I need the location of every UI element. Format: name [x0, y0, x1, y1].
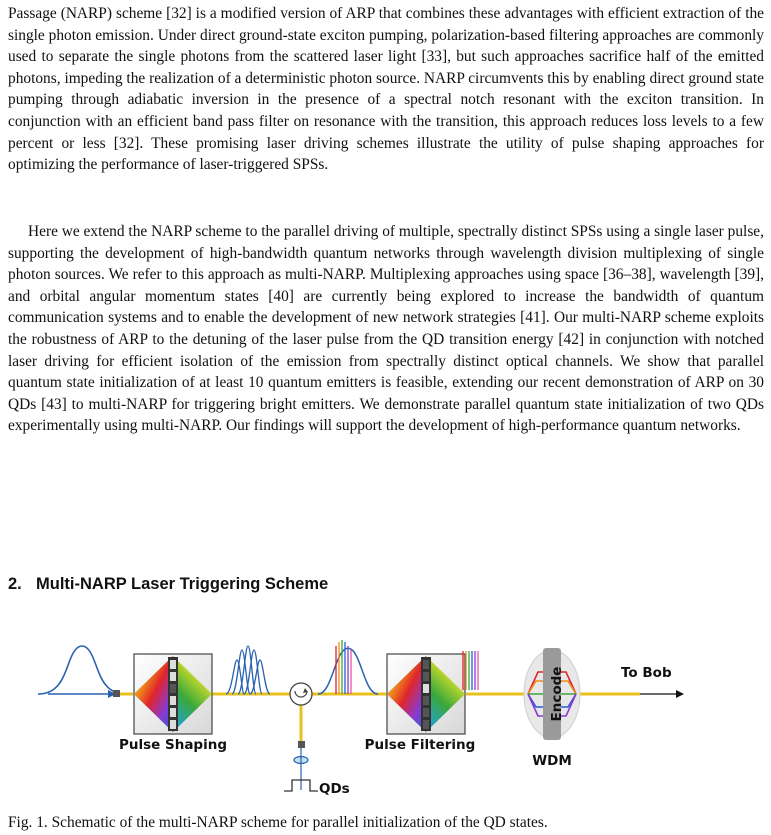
encode-label: Encode — [549, 666, 565, 722]
wdm-label: WDM — [532, 753, 572, 769]
fiber-connector-input — [113, 690, 120, 697]
qds-label: QDs — [319, 781, 350, 797]
pulse-filtering-cube — [387, 654, 465, 734]
paragraph-1-text: Passage (NARP) scheme [32] is a modified version of ARP that combines these advantages with efficient extraction of the single photon emission. Under direct ground-state exciton pumping, polarization-based filtering approaches are commonly used to separate the single photons from the scattered laser light [33], but such approaches sacrifice half of the emitted photons, impeding the realization of a deterministic photon source. NARP circumvents this by enabling direct ground state pumping through adiabatic inversion in the presence of a spectral notch resonant with the exciton transition. In conjunction with an efficient band pass filter on resonance with the transition, this approach reduces loss levels to a few percent or less [32]. These promising laser driving schemes illustrate the utility of pulse shaping approaches for optimizing the performance of laser-triggered SPSs. — [8, 5, 764, 174]
paragraph-2-text: Here we extend the NARP scheme to the parallel driving of multiple, spectrally distinct SPSs using a single laser pulse, supporting the development of high-bandwidth quantum networks through wavelength division multiplexing of single photon sources. We refer to this approach as multi-NARP. Multiplexing approaches using space [36–38], wavelength [39], and orbital angular momentum states [40] are currently being explored to increase the bandwidth of quantum communication systems and to enable the development of new network strategies [41]. Our multi-NARP scheme exploits the robustness of ARP to the detuning of the laser pulse from the QD transition energy [42] in conjunction with notched laser driving for efficient isolation of the emission from spectrally distinct optical channels. We show that parallel quantum state initialization of at least 10 quantum emitters is feasible, extending our recent demonstration of ARP on 30 QDs [43] to multi-NARP for triggering bright emitters. We demonstrate parallel quantum state initialization of two QDs experimentally using multi-NARP. Our findings will support the development of high-performance quantum networks. — [8, 223, 764, 435]
section-title: Multi-NARP Laser Triggering Scheme — [36, 575, 329, 593]
shaped-pulse — [226, 646, 270, 694]
figure-caption: Fig. 1. Schematic of the multi-NARP scheme for parallel initialization of the QD states. — [8, 814, 548, 831]
section-number: 2. — [8, 575, 22, 593]
input-pulse — [38, 646, 126, 698]
emission-pulse — [318, 640, 378, 694]
fiber-connector-qds — [298, 741, 305, 748]
to-bob-label: To Bob — [621, 665, 672, 681]
pulse-filtering-label: Pulse Filtering — [364, 737, 476, 753]
circulator — [290, 683, 312, 705]
qd-lens — [294, 748, 308, 790]
pulse-shaping-cube — [134, 654, 212, 734]
output-arrow — [640, 690, 684, 698]
pulse-shaping-label: Pulse Shaping — [118, 737, 228, 753]
